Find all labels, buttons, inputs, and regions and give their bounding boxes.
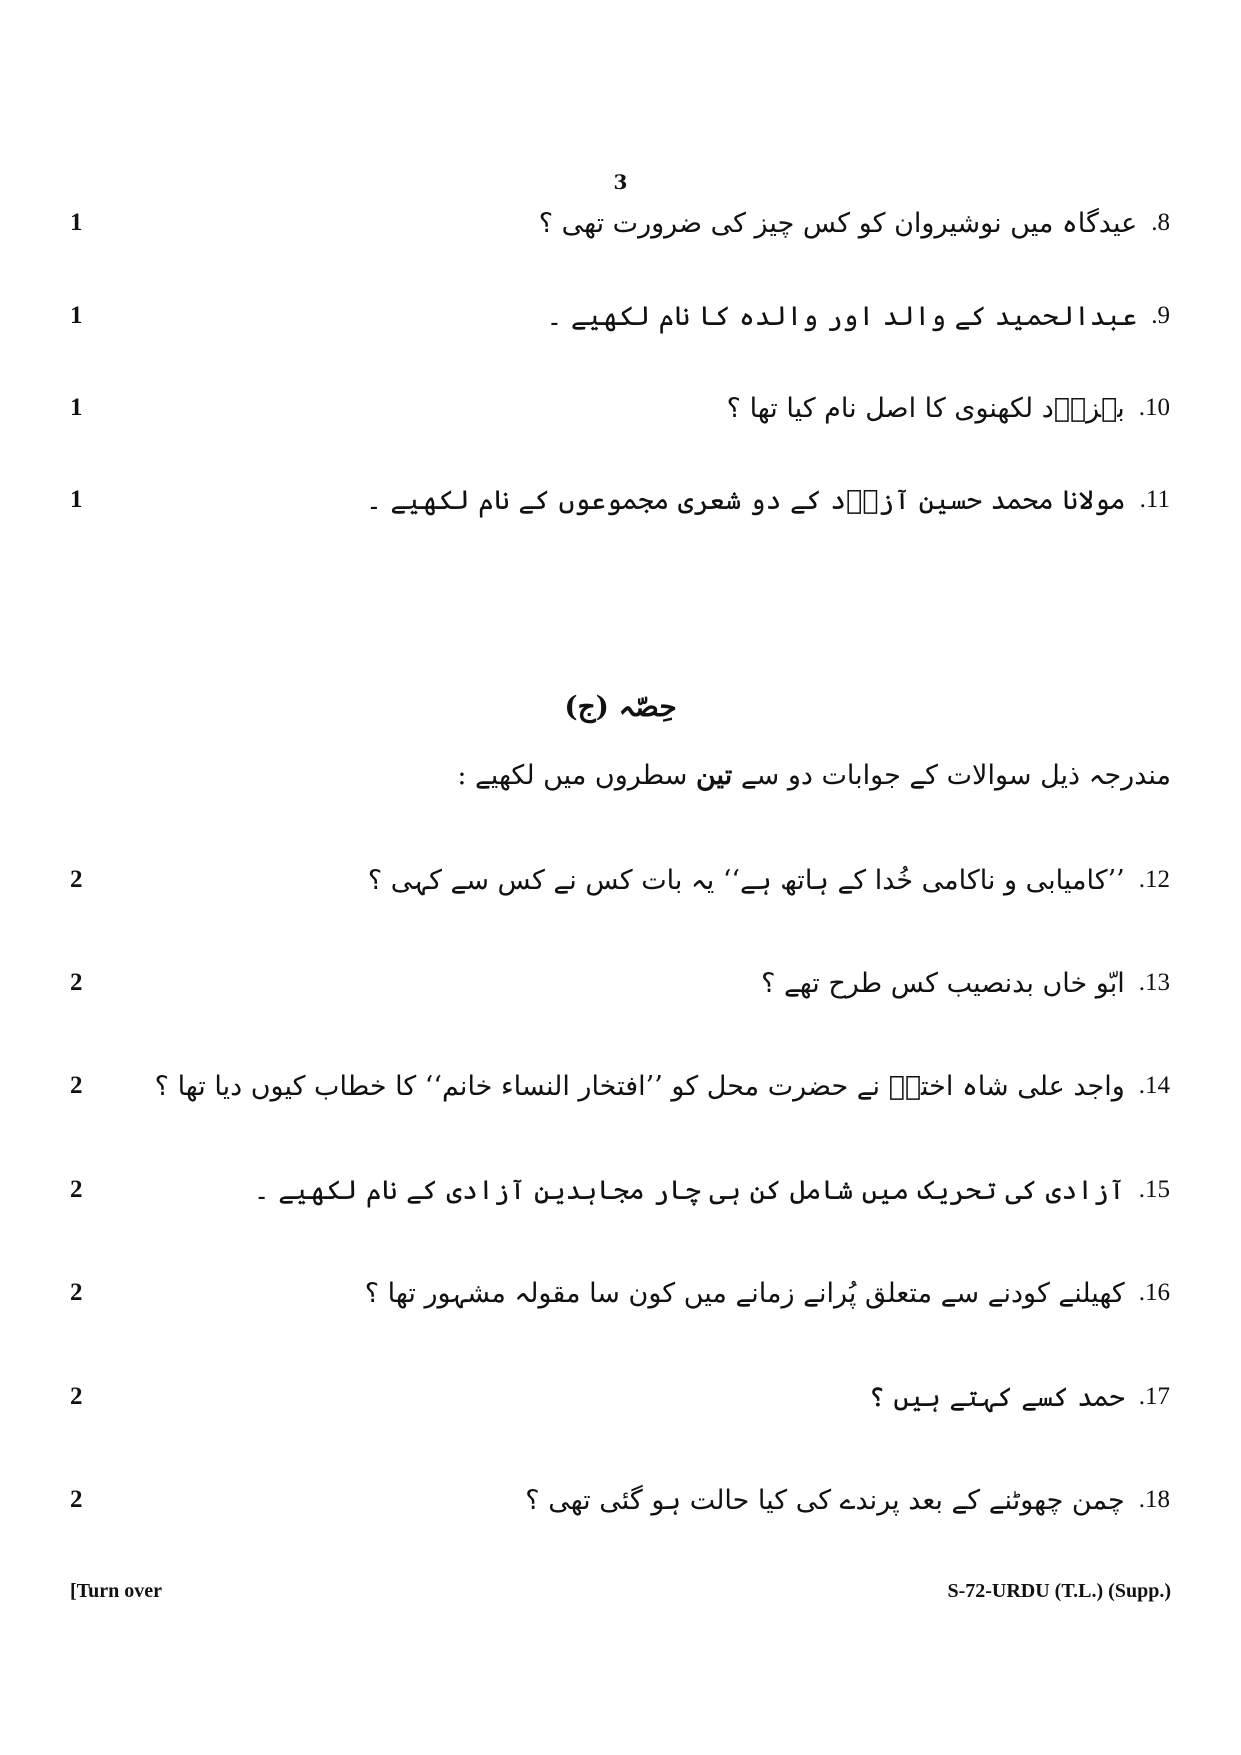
page-number: 3 [613,170,628,194]
instruction-text: سطروں میں لکھیے : [457,760,688,791]
question-text: عبدالحمید کے والد اور والدہ کا نام لکھیے ۔ [546,300,1138,332]
question-text: حمد کسے کہتے ہیں ؟ [868,1381,1125,1413]
question-marks: 1 [70,302,83,329]
question-number: .17 [1138,1383,1170,1410]
question-marks: 2 [70,1486,83,1513]
question-marks: 2 [70,969,83,996]
question-marks: 1 [70,394,83,421]
question-body [869,1382,1170,1413]
question-body [155,1071,1170,1102]
section-title: حِصّہ (ج) [564,690,677,723]
question-number: .15 [1138,1176,1170,1203]
question-marks: 2 [70,1072,83,1099]
section-instruction [457,760,1171,791]
question-body [368,865,1170,896]
question-body [525,1485,1170,1516]
question-text: آزادی کی تحریک میں شامل کن ہی چار مجاہدینِ آزادی کے نام لکھیے ۔ [253,1174,1125,1206]
question-text: عیدگاہ میں نوشیروان کو کس چیز کی ضرورت تھی ؟ [538,207,1138,239]
question-row [70,470,1170,530]
question-number: .9 [1151,302,1170,329]
question-row [70,193,1170,253]
question-text: کھیلنے کودنے سے متعلق پُرانے زمانے میں کون سا مقولہ مشہور تھا ؟ [364,1277,1125,1309]
question-number: .18 [1138,1486,1170,1513]
question-text: ابّو خاں بدنصیب کس طرح تھے ؟ [761,967,1125,999]
question-text: بہزاؔد لکھنوی کا اصل نام کیا تھا ؟ [726,392,1125,424]
question-text: ’’کامیابی و ناکامی خُدا کے ہاتھ ہے‘‘ یہ بات کس نے کس سے کہی ؟ [367,864,1125,896]
question-number: .10 [1138,394,1170,421]
question-body [539,208,1170,239]
question-marks: 2 [70,1279,83,1306]
question-text: مولانا محمد حسین آزاؔد کے دو شعری مجموعوں کے نام لکھیے ۔ [366,484,1126,516]
question-text: چمن چھوٹنے کے بعد پرندے کی کیا حالت ہو گئی تھی ؟ [525,1484,1125,1516]
question-marks: 2 [70,1383,83,1410]
question-row [70,850,1170,910]
question-body [366,485,1170,516]
question-marks: 1 [70,486,83,513]
turn-over-note: [Turn over [70,1580,163,1602]
instruction-text: مندرجہ ذیل سوالات کے جوابات دو سے [740,760,1171,791]
paper-code: S-72-URDU (T.L.) (Supp.) [947,1580,1171,1602]
question-number: .13 [1138,969,1170,996]
question-number: .16 [1138,1279,1170,1306]
question-row [70,1367,1170,1427]
question-row [70,1470,1170,1530]
question-row [70,1160,1170,1220]
question-row [70,1263,1170,1323]
question-body [254,1175,1170,1206]
question-marks: 2 [70,1176,83,1203]
question-row [70,378,1170,438]
question-body [761,968,1170,999]
question-body [727,393,1170,424]
instruction-emphasis: تین [696,760,733,791]
question-number: .11 [1139,486,1170,513]
question-row [70,286,1170,346]
question-body [547,301,1170,332]
question-row [70,1056,1170,1116]
question-number: .8 [1151,209,1170,236]
question-body [365,1278,1170,1309]
question-marks: 1 [70,209,83,236]
question-row [70,953,1170,1013]
question-text: واجد علی شاہ اخترؔ نے حضرت محل کو ’’افتخار النساء خانم‘‘ کا خطاب کیوں دیا تھا ؟ [154,1070,1125,1102]
question-number: .14 [1138,1072,1170,1099]
question-marks: 2 [70,866,83,893]
question-number: .12 [1138,866,1170,893]
